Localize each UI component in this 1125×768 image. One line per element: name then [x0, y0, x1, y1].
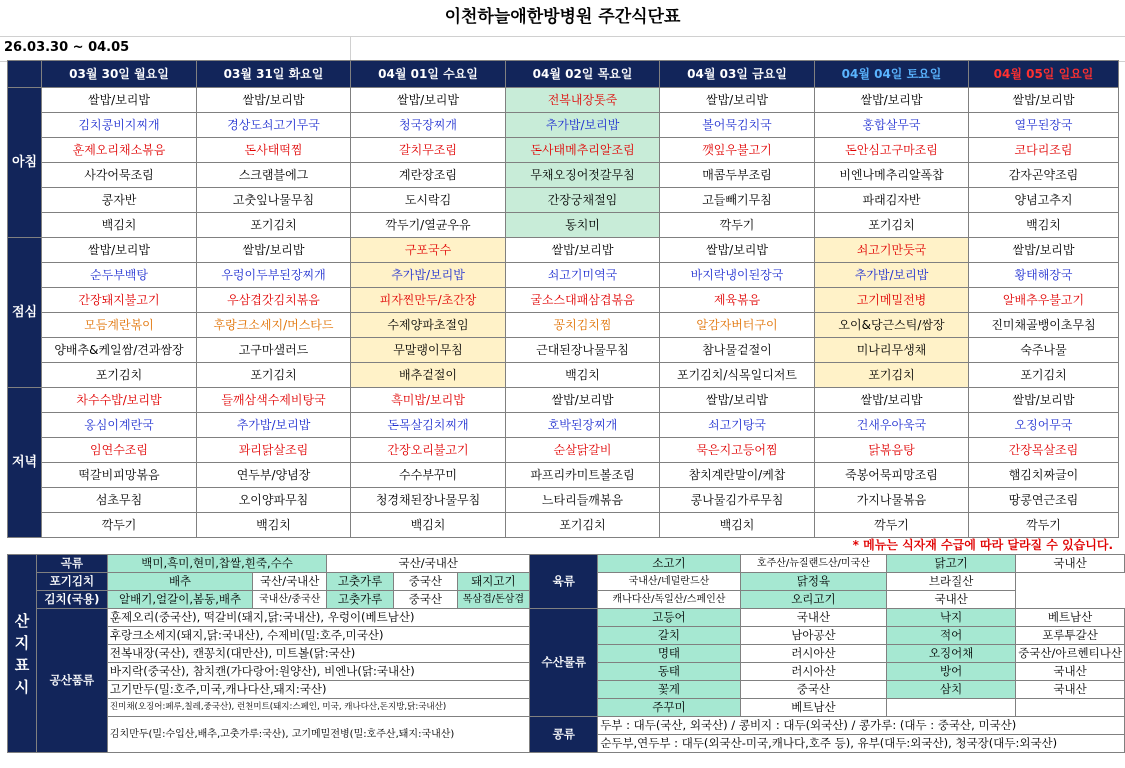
menu-item: 꽈리닭살조림	[197, 438, 351, 463]
day-header: 04월 03일 금요일	[660, 61, 815, 88]
menu-item: 건새우아욱국	[815, 413, 969, 438]
seafood-origin: 국내산	[740, 609, 886, 627]
seafood-name: 갈치	[598, 627, 740, 645]
menu-item: 쌀밥/보리밥	[197, 238, 351, 263]
menu-item: 황태해장국	[969, 263, 1119, 288]
seafood-name: 고등어	[598, 609, 740, 627]
menu-item: 수수부꾸미	[351, 463, 506, 488]
menu-item: 돈안심고구마조림	[815, 138, 969, 163]
menu-row	[8, 488, 1119, 513]
menu-item: 포기김치	[197, 363, 351, 388]
menu-row	[8, 513, 1119, 538]
meal-label: 점심	[8, 238, 42, 388]
menu-item: 참치계란말이/케찹	[660, 463, 815, 488]
bean-label: 콩류	[530, 717, 598, 753]
menu-row	[8, 263, 1119, 288]
menu-row	[8, 388, 1119, 413]
menu-row	[8, 113, 1119, 138]
menu-row	[8, 163, 1119, 188]
menu-item: 깍두기	[969, 513, 1119, 538]
meat-origin: 국내산/네덜란드산	[598, 573, 740, 591]
seafood-name: 주꾸미	[598, 699, 740, 717]
processed-item: 고기만두(밀:호주,미국,캐나다산,돼지:국산)	[107, 681, 529, 699]
menu-item: 백김치	[660, 513, 815, 538]
menu-row	[8, 463, 1119, 488]
seafood-origin: 중국산/아르헨티나산	[1016, 645, 1125, 663]
seafood-name: 꽃게	[598, 681, 740, 699]
menu-item: 감자곤약조림	[969, 163, 1119, 188]
kimchi-origin: 국산/국내산	[253, 573, 327, 591]
menu-item: 포기김치	[815, 213, 969, 238]
menu-item: 계란장조림	[351, 163, 506, 188]
menu-item: 간장돼지불고기	[42, 288, 197, 313]
menu-item: 도시락김	[351, 188, 506, 213]
menu-item: 제육볶음	[660, 288, 815, 313]
meat-label: 육류	[530, 555, 598, 609]
menu-item: 간장목살조림	[969, 438, 1119, 463]
menu-item: 포기김치	[506, 513, 660, 538]
weekly-menu-table	[7, 60, 1119, 538]
menu-item: 쌀밥/보리밥	[815, 388, 969, 413]
menu-item: 볼어묵김치국	[660, 113, 815, 138]
menu-item: 수제양파초절임	[351, 313, 506, 338]
seafood-origin: 국내산	[1016, 681, 1125, 699]
processed-item: 바지락(중국산), 참치캔(가다랑어:원양산), 비엔나(닭:국내산)	[107, 663, 529, 681]
menu-item: 고기메밀전병	[815, 288, 969, 313]
seafood-origin: 베트남산	[1016, 609, 1125, 627]
menu-item: 진미채골뱅이초무침	[969, 313, 1119, 338]
menu-item: 백김치	[506, 363, 660, 388]
processed-label: 공산품류	[36, 609, 107, 753]
origin-side-label: 산지표시	[8, 555, 37, 753]
seafood-origin: 중국산	[740, 681, 886, 699]
menu-item: 포기김치	[969, 363, 1119, 388]
menu-item: 포기김치	[815, 363, 969, 388]
header-corner	[8, 61, 42, 88]
day-header: 04월 05일 일요일	[969, 61, 1119, 88]
seafood-name: 삼치	[887, 681, 1016, 699]
seafood-name: 동태	[598, 663, 740, 681]
menu-item: 깍두기	[42, 513, 197, 538]
menu-item: 백김치	[351, 513, 506, 538]
origin-row	[8, 555, 1125, 573]
pepper-label: 고춧가루	[327, 573, 394, 591]
menu-item: 갈치무조림	[351, 138, 506, 163]
menu-item: 배추겉절이	[351, 363, 506, 388]
menu-item: 열무된장국	[969, 113, 1119, 138]
seafood-name: 명태	[598, 645, 740, 663]
processed-item: 훈제오리(중국산), 떡갈비(돼지,닭:국내산), 우렁이(베트남산)	[107, 609, 529, 627]
menu-row	[8, 213, 1119, 238]
menu-item: 후랑크소세지/머스타드	[197, 313, 351, 338]
menu-item: 돈사태메추리알조림	[506, 138, 660, 163]
menu-item: 알감자버터구이	[660, 313, 815, 338]
seafood-name: 오징어채	[887, 645, 1016, 663]
menu-item: 간장궁채절임	[506, 188, 660, 213]
seafood-origin	[1016, 699, 1125, 717]
seafood-name: 방어	[887, 663, 1016, 681]
meal-label: 저녁	[8, 388, 42, 538]
menu-item: 깍두기	[660, 213, 815, 238]
menu-row	[8, 188, 1119, 213]
seafood-origin: 러시아산	[740, 645, 886, 663]
pepper-origin: 중국산	[393, 591, 457, 609]
menu-item: 연두부/양념장	[197, 463, 351, 488]
menu-item: 우렁이두부된장찌개	[197, 263, 351, 288]
meat-origin: 국내산	[1016, 555, 1125, 573]
meat-origin: 호주산/뉴질랜드산/미국산	[740, 555, 886, 573]
menu-row	[8, 413, 1119, 438]
kimchi-local-label: 김치(국용)	[36, 591, 107, 609]
menu-item: 모듬계란볶이	[42, 313, 197, 338]
menu-item: 호박된장찌개	[506, 413, 660, 438]
processed-item: 후랑크소세지(돼지,닭:국내산), 수제비(밀:호주,미국산)	[107, 627, 529, 645]
menu-item: 닭볶음탕	[815, 438, 969, 463]
menu-item: 쌀밥/보리밥	[351, 88, 506, 113]
menu-row	[8, 363, 1119, 388]
menu-item: 들깨삼색수제비탕국	[197, 388, 351, 413]
processed-item: 전복내장(국산), 캔꽁치(대만산), 미트볼(닭:국산)	[107, 645, 529, 663]
menu-item: 순두부백탕	[42, 263, 197, 288]
menu-item: 김치콩비지찌개	[42, 113, 197, 138]
meat-origin: 국내산	[887, 591, 1016, 609]
menu-item: 백김치	[197, 513, 351, 538]
day-header: 03월 31일 화요일	[197, 61, 351, 88]
seafood-origin: 베트남산	[740, 699, 886, 717]
menu-item: 콩나물김가루무침	[660, 488, 815, 513]
menu-notice: * 메뉴는 식자재 수급에 따라 달라질 수 있습니다.	[852, 538, 1113, 552]
menu-item: 돈목살김치찌개	[351, 413, 506, 438]
menu-item: 흑미밥/보리밥	[351, 388, 506, 413]
day-header: 04월 04일 토요일	[815, 61, 969, 88]
processed-item: 김치만두(밀:수입산,배추,고춧가루:국산), 고기메밀전병(밀:호주산,돼지:국내산)	[107, 717, 529, 753]
menu-item: 알배추우불고기	[969, 288, 1119, 313]
menu-item: 동치미	[506, 213, 660, 238]
menu-item: 느타리들깨볶음	[506, 488, 660, 513]
menu-item: 백김치	[42, 213, 197, 238]
grain-label: 곡류	[36, 555, 107, 573]
menu-item: 쌀밥/보리밥	[506, 238, 660, 263]
menu-item: 돈사태떡찜	[197, 138, 351, 163]
meat-name: 소고기	[598, 555, 740, 573]
meat-origin: 캐나다산/독일산/스페인산	[598, 591, 740, 609]
menu-item: 섬초무침	[42, 488, 197, 513]
menu-item: 파프리카미트볼조림	[506, 463, 660, 488]
menu-item: 무말랭이무침	[351, 338, 506, 363]
menu-item: 간장오리불고기	[351, 438, 506, 463]
seafood-label: 수산물류	[530, 609, 598, 717]
menu-item: 오이양파무침	[197, 488, 351, 513]
grid-line	[350, 36, 351, 60]
menu-item: 추가밥/보리밥	[351, 263, 506, 288]
kimchi-item: 배추	[107, 573, 252, 591]
menu-item: 땅콩연근조림	[969, 488, 1119, 513]
kimchi-local-origin: 국내산/중국산	[253, 591, 327, 609]
menu-item: 바지락냉이된장국	[660, 263, 815, 288]
menu-item: 오이&당근스틱/쌈장	[815, 313, 969, 338]
menu-item: 고구마샐러드	[197, 338, 351, 363]
day-header: 04월 02일 목요일	[506, 61, 660, 88]
menu-item: 매콤두부조림	[660, 163, 815, 188]
bean-item: 순두부,연두부 : 대두(외국산-미국,캐나다,호주 등), 유부(대두:외국산), 청국장(대두:외국산)	[598, 735, 1125, 753]
menu-row	[8, 288, 1119, 313]
meat-name: 닭고기	[887, 555, 1016, 573]
menu-item: 순살닭갈비	[506, 438, 660, 463]
menu-item: 떡갈비피망볶음	[42, 463, 197, 488]
page-title: 이천하늘애한방병원 주간식단표	[444, 7, 681, 27]
menu-item: 쌀밥/보리밥	[660, 238, 815, 263]
seafood-origin: 남아공산	[740, 627, 886, 645]
menu-item: 깍두기/열균우유	[351, 213, 506, 238]
menu-item: 쌀밥/보리밥	[42, 88, 197, 113]
menu-item: 파래김자반	[815, 188, 969, 213]
meat-origin: 브라질산	[887, 573, 1016, 591]
menu-item: 훈제오리채소볶음	[42, 138, 197, 163]
menu-item: 구포국수	[351, 238, 506, 263]
processed-item: 진미채(오징어:페루,칠레,중국산), 런천미트(돼지:스페인, 미국, 캐나다산,돈지방,닭:국내산)	[107, 699, 529, 717]
grain-items: 백미,흑미,현미,찹쌀,흰죽,수수	[107, 555, 326, 573]
menu-item: 쇠고기탕국	[660, 413, 815, 438]
menu-item: 굴소스대패삼겹볶음	[506, 288, 660, 313]
menu-item: 깍두기	[815, 513, 969, 538]
menu-item: 쌀밥/보리밥	[969, 88, 1119, 113]
menu-item: 포기김치	[42, 363, 197, 388]
meat-name: 닭정육	[740, 573, 886, 591]
seafood-name: 낙지	[887, 609, 1016, 627]
seafood-origin: 국내산	[1016, 663, 1125, 681]
menu-item: 경상도쇠고기무국	[197, 113, 351, 138]
menu-item: 깻잎우불고기	[660, 138, 815, 163]
menu-item: 비엔나메추리알폭찹	[815, 163, 969, 188]
menu-item: 홍합살무국	[815, 113, 969, 138]
menu-item: 숙주나물	[969, 338, 1119, 363]
menu-item: 콩자반	[42, 188, 197, 213]
seafood-name	[887, 699, 1016, 717]
menu-item: 양배추&케일쌈/견과쌈장	[42, 338, 197, 363]
menu-item: 코다리조림	[969, 138, 1119, 163]
date-range: 26.03.30 ~ 04.05	[4, 40, 130, 55]
menu-item: 포기김치	[197, 213, 351, 238]
menu-item: 꽁치김치찜	[506, 313, 660, 338]
menu-item: 근대된장나물무침	[506, 338, 660, 363]
menu-row	[8, 138, 1119, 163]
menu-item: 포기김치/식목일디저트	[660, 363, 815, 388]
menu-row	[8, 238, 1119, 263]
menu-item: 쇠고기미역국	[506, 263, 660, 288]
menu-item: 전복내장톳죽	[506, 88, 660, 113]
menu-item: 임연수조림	[42, 438, 197, 463]
menu-item: 미나리무생채	[815, 338, 969, 363]
bean-item: 두부 : 대두(국산, 외국산) / 콩비지 : 대두(외국산) / 콩가루: (대두 : 중국산, 미국산)	[598, 717, 1125, 735]
menu-item: 추가밥/보리밥	[197, 413, 351, 438]
grain-origin: 국산/국내산	[327, 555, 530, 573]
origin-table	[7, 554, 1125, 753]
menu-row	[8, 313, 1119, 338]
origin-row	[8, 717, 1125, 735]
menu-item: 쌀밥/보리밥	[969, 238, 1119, 263]
origin-row	[8, 609, 1125, 627]
menu-item: 가지나물볶음	[815, 488, 969, 513]
menu-item: 스크램블에그	[197, 163, 351, 188]
menu-item: 쌀밥/보리밥	[660, 388, 815, 413]
menu-item: 쇠고기만둣국	[815, 238, 969, 263]
menu-item: 청경채된장나물무침	[351, 488, 506, 513]
menu-item: 추가밥/보리밥	[506, 113, 660, 138]
menu-item: 쌀밥/보리밥	[42, 238, 197, 263]
meat-name: 돼지고기	[457, 573, 530, 591]
menu-row	[8, 338, 1119, 363]
seafood-origin: 포루투갈산	[1016, 627, 1125, 645]
menu-item: 햄김치짜글이	[969, 463, 1119, 488]
menu-item: 고들빼기무침	[660, 188, 815, 213]
menu-item: 쌀밥/보리밥	[506, 388, 660, 413]
menu-item: 무채오징어젓갈무침	[506, 163, 660, 188]
seafood-name: 적어	[887, 627, 1016, 645]
menu-item: 죽봉어묵피망조림	[815, 463, 969, 488]
menu-row	[8, 88, 1119, 113]
day-header: 03월 30일 월요일	[42, 61, 197, 88]
menu-item: 묵은지고등어찜	[660, 438, 815, 463]
meal-label: 아침	[8, 88, 42, 238]
kimchi-local-items: 알배기,얼갈이,봄동,배추	[107, 591, 252, 609]
menu-item: 추가밥/보리밥	[815, 263, 969, 288]
menu-item: 고춧잎나물무침	[197, 188, 351, 213]
menu-item: 쌀밥/보리밥	[660, 88, 815, 113]
menu-item: 양념고추지	[969, 188, 1119, 213]
menu-row	[8, 438, 1119, 463]
menu-item: 쌀밥/보리밥	[197, 88, 351, 113]
menu-item: 우삼겹갓김치볶음	[197, 288, 351, 313]
menu-item: 피자찐만두/초간장	[351, 288, 506, 313]
menu-item: 오징어무국	[969, 413, 1119, 438]
menu-item: 사각어묵조림	[42, 163, 197, 188]
pepper-origin: 중국산	[393, 573, 457, 591]
meat-name: 목삼겹/돈삼겹	[457, 591, 530, 609]
pepper-label: 고춧가루	[327, 591, 394, 609]
meat-name: 오리고기	[740, 591, 886, 609]
kimchi-label: 포기김치	[36, 573, 107, 591]
date-row	[0, 36, 1125, 62]
menu-item: 차수수밥/보리밥	[42, 388, 197, 413]
menu-item: 쌀밥/보리밥	[969, 388, 1119, 413]
day-header: 04월 01일 수요일	[351, 61, 506, 88]
menu-item: 청국장찌개	[351, 113, 506, 138]
menu-item: 백김치	[969, 213, 1119, 238]
menu-item: 옹심이계란국	[42, 413, 197, 438]
menu-item: 참나물겉절이	[660, 338, 815, 363]
menu-item: 쌀밥/보리밥	[815, 88, 969, 113]
seafood-origin: 러시아산	[740, 663, 886, 681]
